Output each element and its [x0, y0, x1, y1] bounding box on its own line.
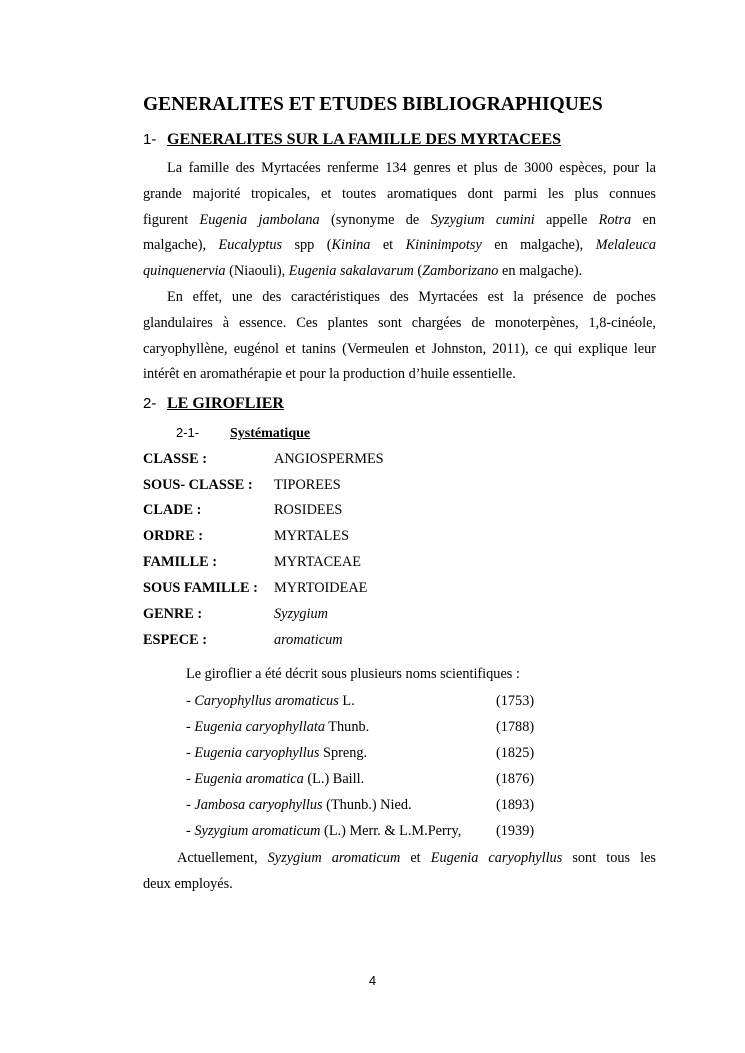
taxonomy-value: ANGIOSPERMES	[274, 451, 384, 467]
text-run: malgache),	[143, 237, 219, 254]
taxonomy-rank: ESPECE :	[143, 632, 207, 648]
synonym-binomial: Syzygium aromaticum	[194, 823, 321, 839]
synonym-author: L.	[338, 693, 355, 709]
vernacular-name: Zamborizano	[422, 263, 499, 280]
paragraph-characteristics	[143, 285, 656, 388]
list-dash: -	[186, 823, 195, 839]
synonym-year: (1788)	[496, 719, 535, 735]
text-run: et	[370, 237, 406, 254]
vernacular-name: Rotra	[598, 211, 632, 228]
page-number: 4	[368, 973, 377, 988]
paragraph-line: caryophyllène, eugénol et tanins (Vermeulen et Johnston, 2011), ce qui explique leur	[143, 340, 656, 357]
synonym-year: (1753)	[496, 693, 535, 709]
paragraph-line: intérêt en aromathérapie et pour la production d’huile essentielle.	[143, 366, 516, 383]
paragraph-line	[143, 259, 656, 285]
synonym-name	[186, 693, 355, 710]
paragraph-line	[143, 233, 656, 259]
species-epithet: quinquenervia	[143, 263, 226, 280]
subsection-title: Systématique	[230, 426, 311, 441]
synonym-name	[186, 745, 367, 762]
paragraph-myrtacees	[143, 156, 656, 285]
synonyms-intro: Le giroflier a été décrit sous plusieurs noms scientifiques :	[186, 666, 520, 682]
synonym-year: (1825)	[496, 745, 535, 761]
page-title: GENERALITES ET ETUDES BIBLIOGRAPHIQUES	[143, 94, 603, 115]
list-dash: -	[186, 693, 195, 709]
taxonomy-value: aromaticum	[274, 632, 343, 648]
taxonomy-rank: SOUS- CLASSE :	[143, 477, 253, 493]
text-run: spp (	[282, 237, 332, 254]
synonym-name	[186, 797, 412, 814]
species-name: Eugenia sakalavarum	[288, 263, 414, 280]
synonym-author: (Thunb.) Nied.	[322, 797, 412, 813]
section-1-title: GENERALITES SUR LA FAMILLE DES MYRTACEES	[167, 131, 562, 148]
synonym-year: (1876)	[496, 771, 535, 787]
paragraph-line: En effet, une des caractéristiques des Myrtacées est la présence de poches	[167, 289, 656, 305]
species-name: Syzygium cumini	[430, 211, 535, 228]
text-run: en	[631, 211, 656, 228]
synonym-row	[186, 693, 546, 713]
synonym-row	[186, 797, 546, 817]
synonym-author: (L.) Merr. & L.M.Perry,	[320, 823, 462, 839]
text-run: et	[400, 850, 431, 866]
subsection-heading	[176, 425, 310, 442]
section-2-title: LE GIROFLIER	[167, 395, 284, 412]
synonym-binomial: Jambosa caryophyllus	[194, 797, 323, 813]
synonym-name	[186, 823, 461, 840]
species-name: Eugenia jambolana	[199, 211, 320, 228]
text-run: figurent	[143, 211, 200, 228]
section-1-number: 1-	[143, 131, 157, 148]
list-dash: -	[186, 719, 195, 735]
paragraph-line	[143, 846, 656, 872]
taxonomy-rank: FAMILLE :	[143, 554, 217, 570]
taxonomy-rank: CLADE :	[143, 502, 202, 518]
text-run: en malgache),	[481, 237, 596, 254]
synonym-binomial: Eugenia caryophyllus	[194, 745, 320, 761]
taxonomy-value: MYRTOIDEAE	[274, 580, 368, 596]
synonym-name	[186, 719, 369, 736]
text-run: appelle	[534, 211, 599, 228]
genus-name: Melaleuca	[595, 237, 656, 254]
subsection-number: 2-1-	[176, 425, 200, 440]
text-run: (synonyme de	[319, 211, 431, 228]
synonym-year: (1939)	[496, 823, 535, 839]
text-run: sont tous les	[562, 850, 656, 866]
taxonomy-value: Syzygium	[274, 606, 328, 622]
section-2-number: 2-	[143, 395, 157, 412]
species-name: Syzygium aromaticum	[267, 850, 401, 866]
taxonomy-value: TIPOREES	[274, 477, 341, 493]
synonym-name	[186, 771, 364, 788]
synonym-row	[186, 771, 546, 791]
taxonomy-rank: CLASSE :	[143, 451, 207, 467]
taxonomy-rank: SOUS FAMILLE :	[143, 580, 258, 596]
text-run: (Niaouli),	[225, 263, 289, 280]
genus-name: Eucalyptus	[218, 237, 283, 254]
synonym-author: Thunb.	[324, 719, 370, 735]
taxonomy-value: MYRTALES	[274, 528, 350, 544]
vernacular-name: Kinina	[331, 237, 371, 254]
paragraph-line: glandulaires à essence. Ces plantes sont chargées de monoterpènes, 1,8-cinéole,	[143, 314, 656, 331]
list-dash: -	[186, 745, 195, 761]
synonym-binomial: Eugenia aromatica	[194, 771, 304, 787]
paragraph-line	[143, 208, 656, 234]
taxonomy-rank: GENRE :	[143, 606, 203, 622]
synonym-author: (L.) Baill.	[303, 771, 365, 787]
section-1-heading	[143, 131, 561, 149]
species-name: Eugenia caryophyllus	[430, 850, 563, 866]
taxonomy-value: MYRTACEAE	[274, 554, 361, 570]
synonym-row	[186, 719, 546, 739]
paragraph-current-names	[143, 846, 656, 898]
synonym-year: (1893)	[496, 797, 535, 813]
paragraph-line: grande majorité tropicales, et toutes aromatiques dont parmi les plus connues	[143, 185, 656, 202]
text-run: (	[413, 263, 423, 280]
taxonomy-value: ROSIDEES	[274, 502, 343, 518]
synonym-row	[186, 823, 546, 843]
section-2-heading	[143, 395, 284, 413]
synonym-row	[186, 745, 546, 765]
text-run: Actuellement,	[177, 850, 268, 866]
synonym-binomial: Caryophyllus aromaticus	[194, 693, 339, 709]
synonym-binomial: Eugenia caryophyllata	[194, 719, 325, 735]
text-run: en malgache).	[498, 263, 583, 280]
list-dash: -	[186, 797, 195, 813]
synonym-author: Spreng.	[319, 745, 368, 761]
vernacular-name: Kininimpotsy	[405, 237, 482, 254]
list-dash: -	[186, 771, 195, 787]
taxonomy-rank: ORDRE :	[143, 528, 203, 544]
paragraph-line: La famille des Myrtacées renferme 134 genres et plus de 3000 espèces, pour la	[167, 160, 656, 176]
paragraph-line: deux employés.	[143, 875, 233, 892]
